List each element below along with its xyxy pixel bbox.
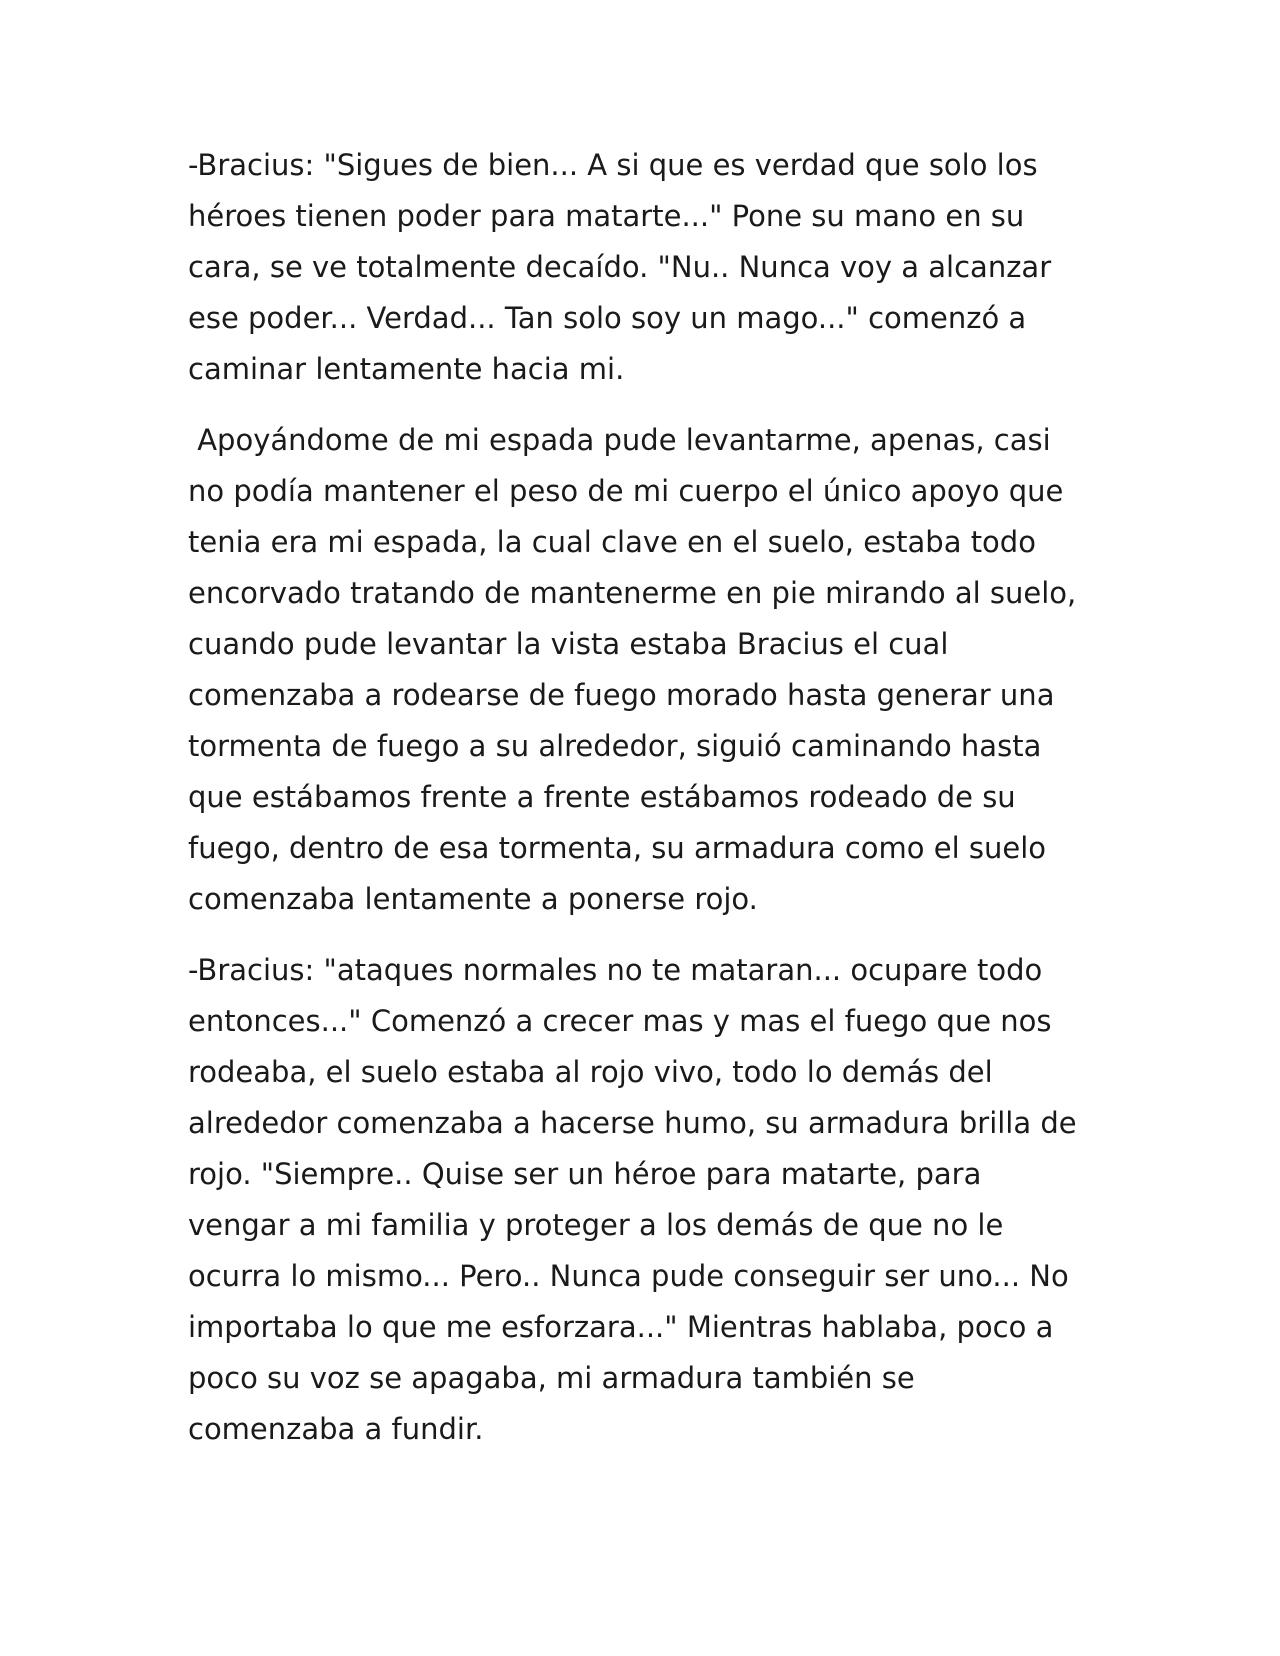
text-line: -Bracius: "Sigues de bien... A si que es verdad que solo los (188, 148, 1038, 182)
text-line: héroes tienen poder para matarte..." Pone su mano en su (188, 199, 1025, 233)
text-line: fuego, dentro de esa tormenta, su armadura como el suelo (188, 831, 1047, 865)
text-line: entonces..." Comenzó a crecer mas y mas el fuego que nos (188, 1004, 1052, 1038)
paragraph-2 (188, 415, 1108, 925)
text-line: importaba lo que me esforzara..." Mientras hablaba, poco a (188, 1310, 1054, 1344)
text-line: rodeaba, el suelo estaba al rojo vivo, todo lo demás del (188, 1055, 993, 1089)
text-line: ese poder... Verdad... Tan solo soy un mago..." comenzó a (188, 301, 1027, 335)
text-line: vengar a mi familia y proteger a los demás de que no le (188, 1208, 1004, 1242)
text-line: que estábamos frente a frente estábamos rodeado de su (188, 780, 1016, 814)
text-line: tormenta de fuego a su alrededor, siguió caminando hasta (188, 729, 1042, 763)
text-line: -Bracius: "ataques normales no te mataran... ocupare todo (188, 953, 1043, 987)
text-line: comenzaba lentamente a ponerse rojo. (188, 882, 758, 916)
paragraph-3 (188, 945, 1108, 1455)
text-line: Apoyándome de mi espada pude levantarme, apenas, casi (188, 423, 1051, 457)
text-line: alrededor comenzaba a hacerse humo, su armadura brilla de (188, 1106, 1077, 1140)
text-line: ocurra lo mismo... Pero.. Nunca pude conseguir ser uno... No (188, 1259, 1069, 1293)
text-line: encorvado tratando de mantenerme en pie mirando al suelo, (188, 576, 1077, 610)
text-line: poco su voz se apagaba, mi armadura también se (188, 1361, 915, 1395)
text-line: cara, se ve totalmente decaído. "Nu.. Nunca voy a alcanzar (188, 250, 1052, 284)
text-line: cuando pude levantar la vista estaba Bracius el cual (188, 627, 949, 661)
text-line: rojo. "Siempre.. Quise ser un héroe para matarte, para (188, 1157, 982, 1191)
text-line: no podía mantener el peso de mi cuerpo el único apoyo que (188, 474, 1064, 508)
text-line: tenia era mi espada, la cual clave en el suelo, estaba todo (188, 525, 1036, 559)
paragraph-1 (188, 140, 1108, 395)
text-line: comenzaba a rodearse de fuego morado hasta generar una (188, 678, 1055, 712)
text-line: caminar lentamente hacia mi. (188, 352, 625, 386)
body-text (188, 140, 1108, 1455)
text-line: comenzaba a fundir. (188, 1412, 484, 1446)
